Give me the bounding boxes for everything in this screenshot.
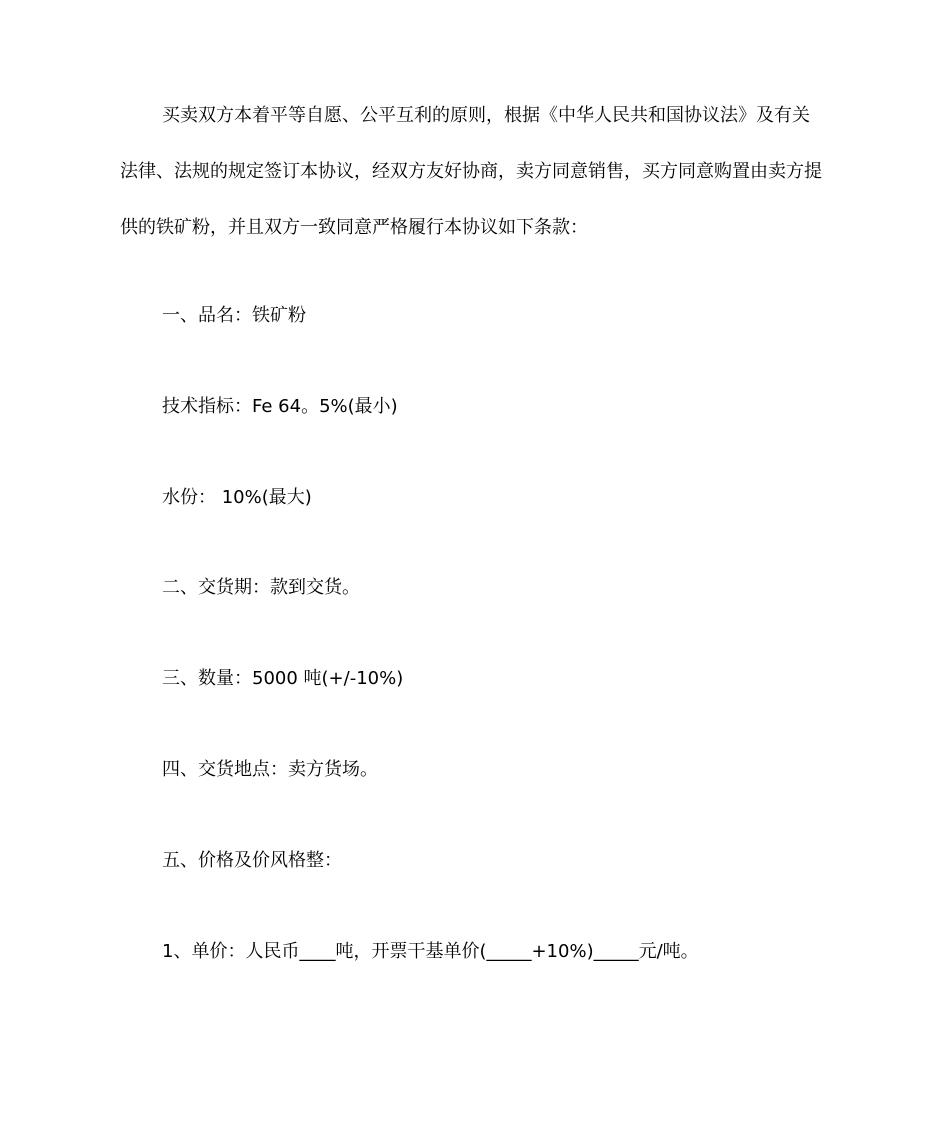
clause-delivery-place: 四、交货地点：卖方货场。 [162,759,378,780]
intro-line: 买卖双方本着平等自愿、公平互利的原则，根据《中华人民共和国协议法》及有关 [162,105,810,126]
clause-moisture: 水份： 10%(最大) [162,487,312,508]
clause-tech-spec: 技术指标：Fe 64。5%(最小) [162,396,398,417]
clause-price-heading: 五、价格及价风格整： [162,850,342,871]
clause-unit-price: 1、单价：人民币____吨，开票干基单价(_____+10%)_____元/吨。 [162,941,699,962]
intro-line: 供的铁矿粉，并且双方一致同意严格履行本协议如下条款： [120,217,588,238]
intro-paragraph [120,88,832,256]
clause-quantity: 三、数量：5000 吨(+/-10%) [162,668,404,689]
intro-line: 法律、法规的规定签订本协议，经双方友好协商，卖方同意销售，买方同意购置由卖方提 [120,161,822,182]
clause-delivery-period: 二、交货期：款到交货。 [162,577,360,598]
clause-product-name: 一、品名：铁矿粉 [162,305,306,326]
